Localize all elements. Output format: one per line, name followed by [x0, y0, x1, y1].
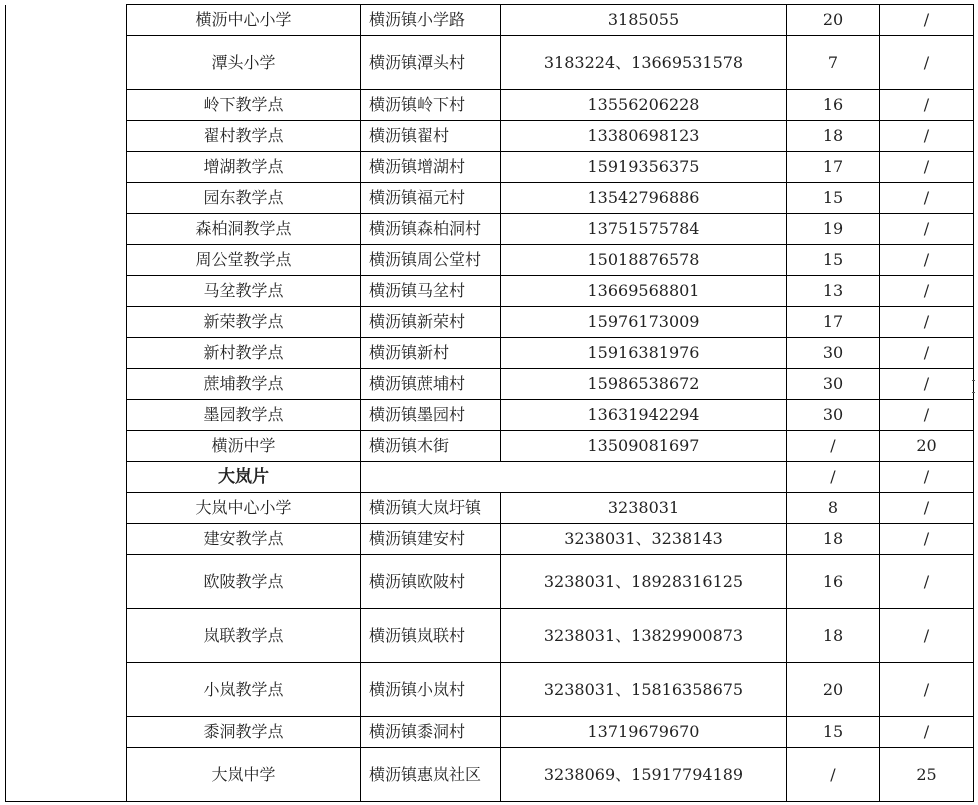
primary-count: 19 [787, 214, 880, 245]
school-name: 蔗埔教学点 [127, 369, 361, 400]
phone-number: 3238031 [501, 493, 787, 524]
primary-count: 13 [787, 276, 880, 307]
primary-count: 17 [787, 152, 880, 183]
phone-number: 3238069、15917794189 [501, 748, 787, 802]
school-name: 墨园教学点 [127, 400, 361, 431]
school-name: 马坌教学点 [127, 276, 361, 307]
school-address: 横沥镇建安村 [361, 524, 501, 555]
group-name: 大岚片 [127, 462, 361, 493]
school-name: 欧陂教学点 [127, 555, 361, 609]
phone-number: 15018876578 [501, 245, 787, 276]
table-row [6, 609, 974, 663]
phone-number: 13669568801 [501, 276, 787, 307]
middle-count: / [880, 462, 974, 493]
school-address: 横沥镇周公堂村 [361, 245, 501, 276]
school-address: 横沥镇小学路 [361, 5, 501, 36]
primary-count: / [787, 748, 880, 802]
middle-count: / [880, 369, 974, 400]
middle-count: / [880, 214, 974, 245]
middle-count: / [880, 121, 974, 152]
phone-number: 3238031、13829900873 [501, 609, 787, 663]
table-row [6, 338, 974, 369]
primary-count: 20 [787, 663, 880, 717]
school-address: 横沥镇大岚圩镇 [361, 493, 501, 524]
table-row [6, 555, 974, 609]
phone-number: 3185055 [501, 5, 787, 36]
group-row [6, 462, 974, 493]
table-row [6, 307, 974, 338]
middle-count: / [880, 400, 974, 431]
middle-count: / [880, 663, 974, 717]
school-name: 新村教学点 [127, 338, 361, 369]
middle-count: / [880, 276, 974, 307]
school-name: 增湖教学点 [127, 152, 361, 183]
middle-count: / [880, 609, 974, 663]
middle-count: / [880, 152, 974, 183]
school-name: 岚联教学点 [127, 609, 361, 663]
primary-count: / [787, 431, 880, 462]
school-name: 大岚中心小学 [127, 493, 361, 524]
primary-count: 16 [787, 555, 880, 609]
phone-number: 15919356375 [501, 152, 787, 183]
table-row [6, 431, 974, 462]
table-row [6, 748, 974, 802]
primary-count: 30 [787, 338, 880, 369]
primary-count: 7 [787, 36, 880, 90]
school-name: 潭头小学 [127, 36, 361, 90]
primary-count: 18 [787, 609, 880, 663]
table-row [6, 524, 974, 555]
phone-number: 13542796886 [501, 183, 787, 214]
primary-count: 15 [787, 717, 880, 748]
primary-count: 17 [787, 307, 880, 338]
table-row [6, 36, 974, 90]
school-name: 周公堂教学点 [127, 245, 361, 276]
middle-count: / [880, 36, 974, 90]
school-address: 横沥镇欧陂村 [361, 555, 501, 609]
phone-number: 13380698123 [501, 121, 787, 152]
school-name: 黍洞教学点 [127, 717, 361, 748]
school-address: 横沥镇岭下村 [361, 90, 501, 121]
middle-count: / [880, 717, 974, 748]
table-row [6, 717, 974, 748]
middle-count: / [880, 183, 974, 214]
table-row [6, 245, 974, 276]
phone-number: 15986538672 [501, 369, 787, 400]
school-address: 横沥镇蔗埔村 [361, 369, 501, 400]
school-address: 横沥镇黍洞村 [361, 717, 501, 748]
middle-count: / [880, 5, 974, 36]
middle-count: / [880, 524, 974, 555]
primary-count: / [787, 462, 880, 493]
primary-count: 18 [787, 524, 880, 555]
table-row [6, 369, 974, 400]
phone-number: 3238031、15816358675 [501, 663, 787, 717]
blank-cell [361, 462, 787, 493]
middle-count: 20 [880, 431, 974, 462]
school-contact-table [5, 4, 974, 802]
table-row [6, 5, 974, 36]
primary-count: 15 [787, 183, 880, 214]
phone-number: 3183224、13669531578 [501, 36, 787, 90]
table-row [6, 276, 974, 307]
school-name: 大岚中学 [127, 748, 361, 802]
school-name: 新荣教学点 [127, 307, 361, 338]
school-name: 翟村教学点 [127, 121, 361, 152]
phone-number: 13509081697 [501, 431, 787, 462]
primary-count: 16 [787, 90, 880, 121]
table-row [6, 183, 974, 214]
middle-count: / [880, 245, 974, 276]
school-name: 园东教学点 [127, 183, 361, 214]
table-row [6, 214, 974, 245]
table-row [6, 121, 974, 152]
school-address: 横沥镇增湖村 [361, 152, 501, 183]
table-row [6, 663, 974, 717]
school-address: 横沥镇木街 [361, 431, 501, 462]
table-row [6, 90, 974, 121]
margin-mark [972, 392, 975, 393]
phone-number: 13751575784 [501, 214, 787, 245]
table-row [6, 493, 974, 524]
school-address: 横沥镇惠岚社区 [361, 748, 501, 802]
middle-count: / [880, 493, 974, 524]
school-address: 横沥镇墨园村 [361, 400, 501, 431]
phone-number: 3238031、3238143 [501, 524, 787, 555]
phone-number: 3238031、18928316125 [501, 555, 787, 609]
school-name: 横沥中心小学 [127, 5, 361, 36]
school-address: 横沥镇翟村 [361, 121, 501, 152]
school-name: 小岚教学点 [127, 663, 361, 717]
school-address: 横沥镇小岚村 [361, 663, 501, 717]
table-row [6, 400, 974, 431]
school-name: 建安教学点 [127, 524, 361, 555]
primary-count: 15 [787, 245, 880, 276]
primary-count: 20 [787, 5, 880, 36]
school-address: 横沥镇马坌村 [361, 276, 501, 307]
phone-number: 15976173009 [501, 307, 787, 338]
phone-number: 15916381976 [501, 338, 787, 369]
school-address: 横沥镇岚联村 [361, 609, 501, 663]
table-row [6, 152, 974, 183]
primary-count: 30 [787, 400, 880, 431]
school-address: 横沥镇森柏洞村 [361, 214, 501, 245]
school-address: 横沥镇福元村 [361, 183, 501, 214]
primary-count: 18 [787, 121, 880, 152]
phone-number: 13631942294 [501, 400, 787, 431]
middle-count: 25 [880, 748, 974, 802]
phone-number: 13556206228 [501, 90, 787, 121]
primary-count: 8 [787, 493, 880, 524]
region-column [6, 5, 127, 802]
table-body [6, 5, 974, 802]
middle-count: / [880, 307, 974, 338]
school-name: 岭下教学点 [127, 90, 361, 121]
school-address: 横沥镇潭头村 [361, 36, 501, 90]
school-name: 横沥中学 [127, 431, 361, 462]
school-name: 森柏洞教学点 [127, 214, 361, 245]
school-address: 横沥镇新荣村 [361, 307, 501, 338]
middle-count: / [880, 555, 974, 609]
school-address: 横沥镇新村 [361, 338, 501, 369]
primary-count: 30 [787, 369, 880, 400]
middle-count: / [880, 338, 974, 369]
middle-count: / [880, 90, 974, 121]
phone-number: 13719679670 [501, 717, 787, 748]
margin-mark [972, 380, 975, 381]
